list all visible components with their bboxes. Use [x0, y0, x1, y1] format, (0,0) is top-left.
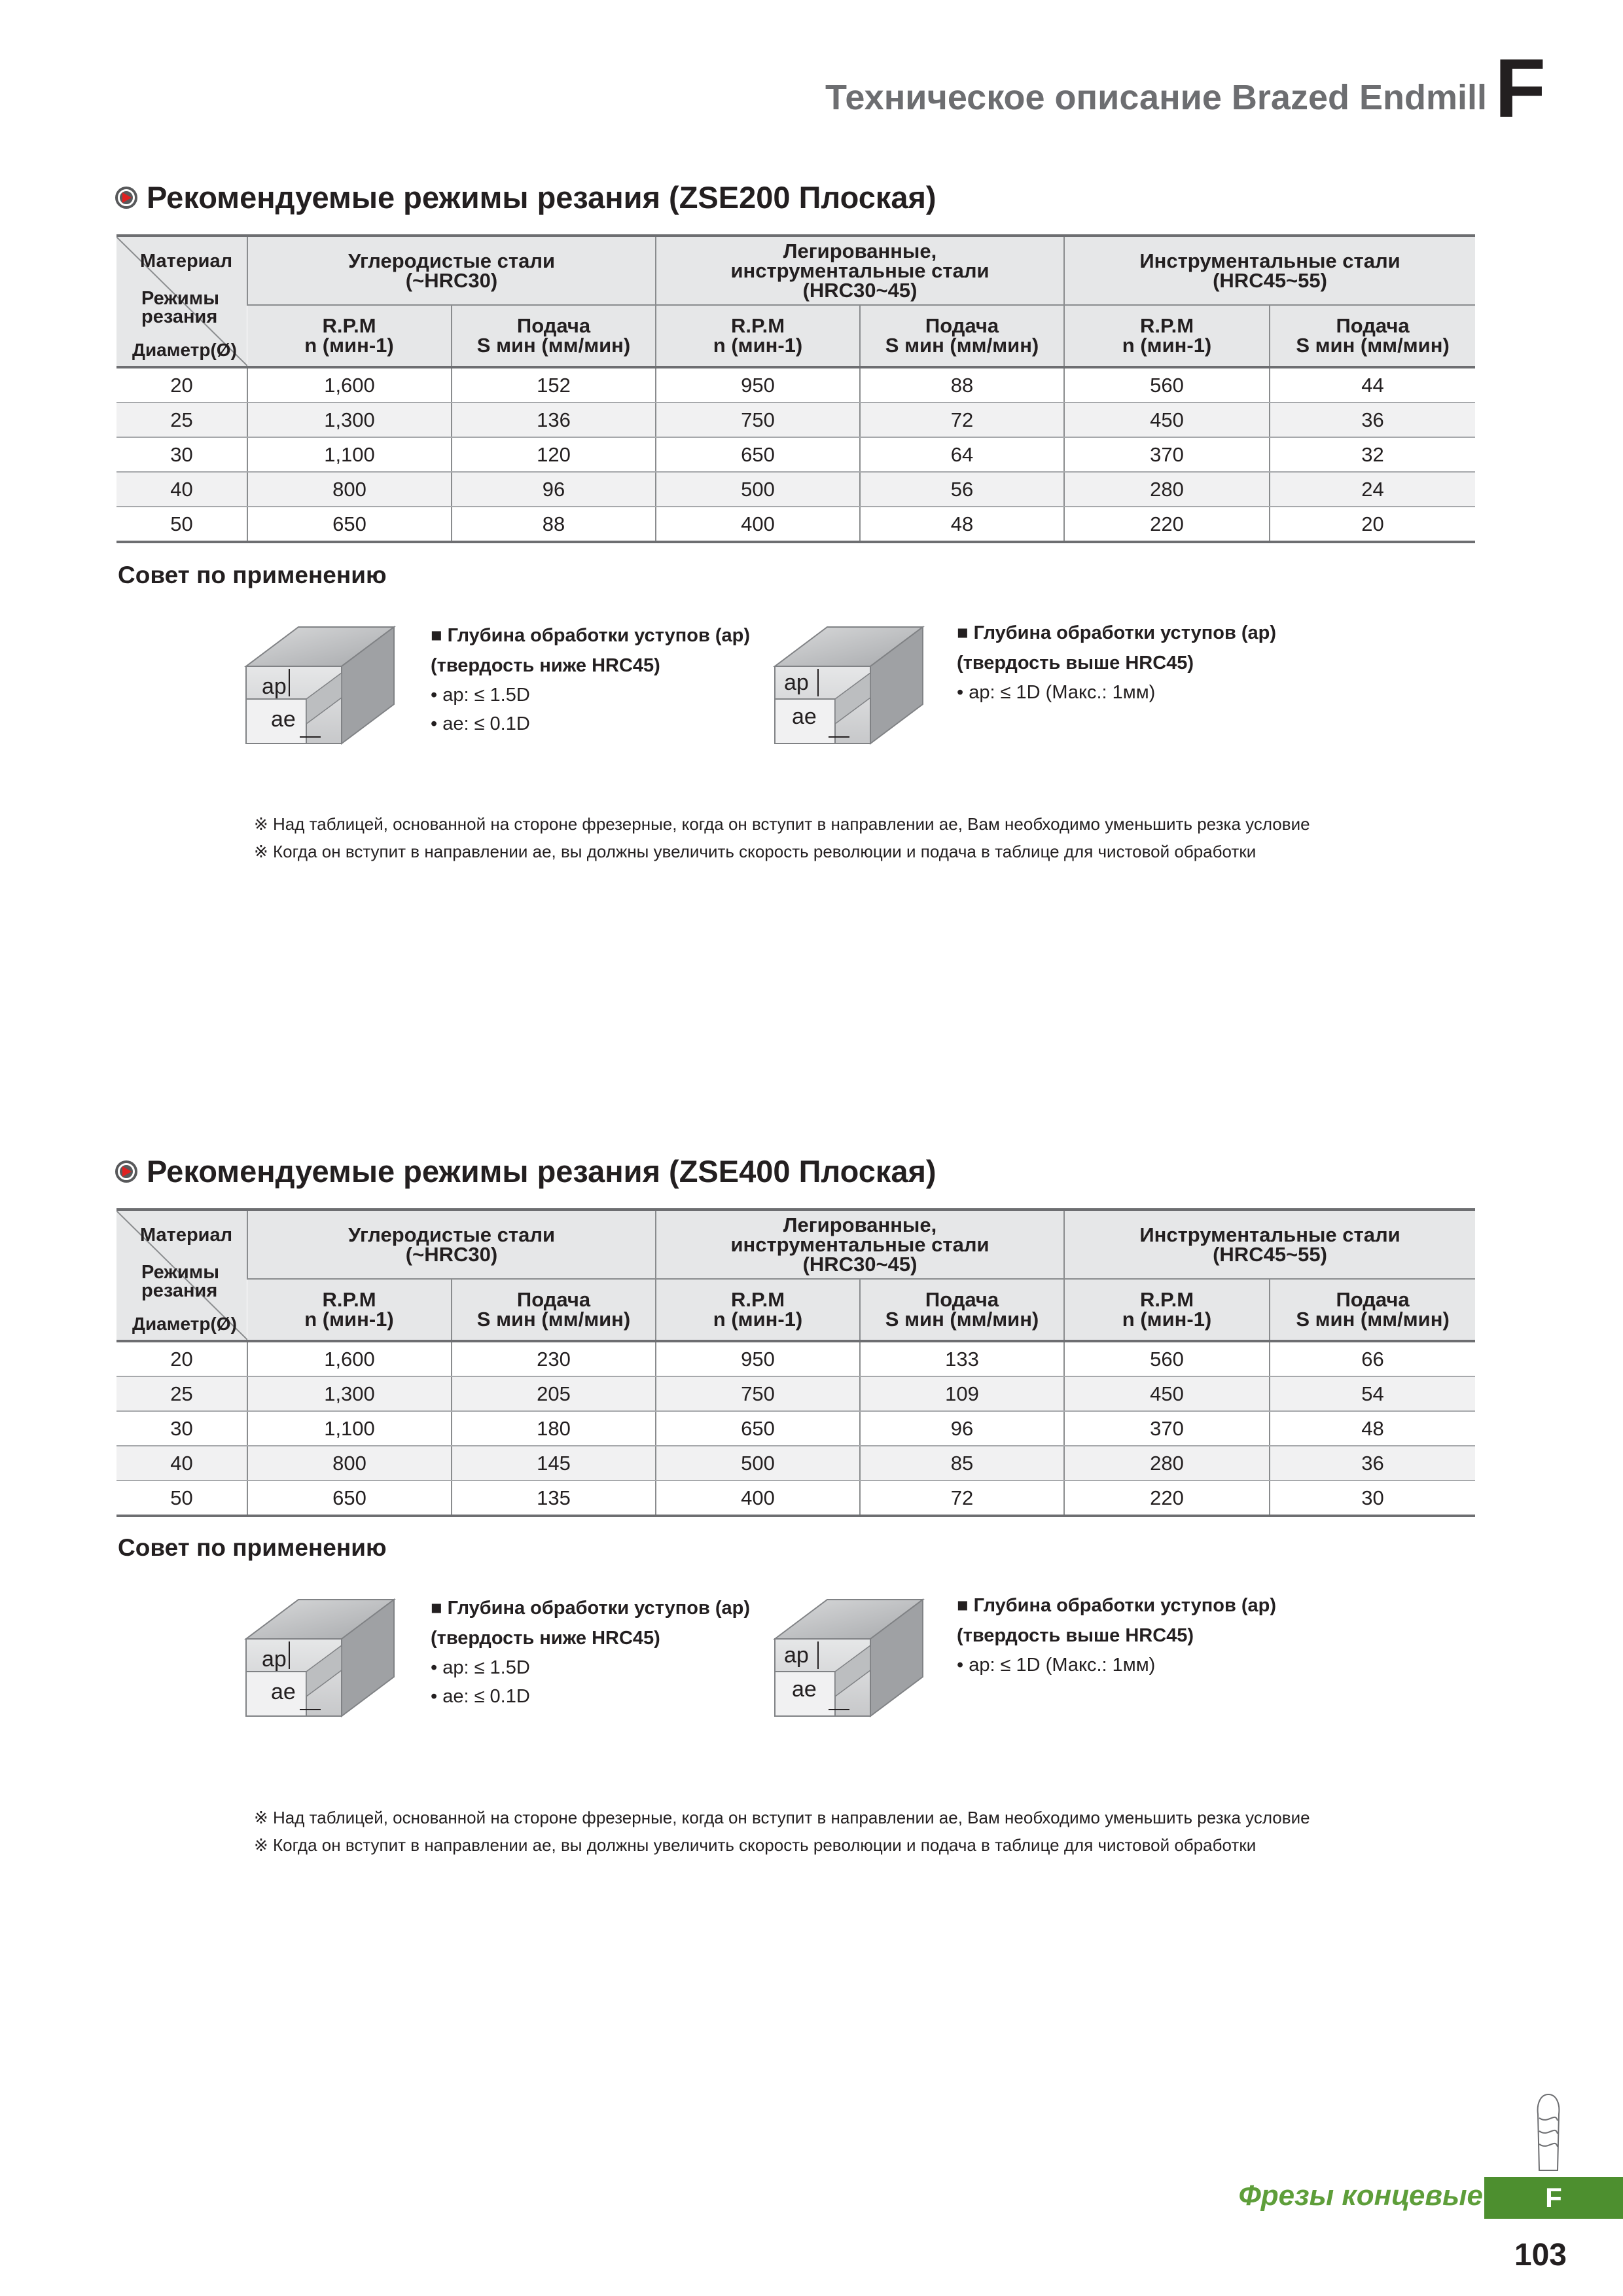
table-row: 25 1,300 136 750 72 450 36 [116, 403, 1475, 437]
table-corner-cell [116, 1210, 247, 1341]
note-line: ※ Над таблицей, основанной на стороне фрезерные, когда он вступит в направлении ae, Вам необходимо уменьшить резка условие [254, 814, 1310, 834]
section-title-text: Рекомендуемые режимы резания (ZSE200 Плоская) [147, 180, 936, 215]
corner-regime-label: Режимы резания [141, 288, 219, 327]
table-corner-cell [116, 236, 247, 367]
group-header-carbon: Углеродистые стали (~HRC30) [247, 236, 656, 305]
table-row: 40 800 96 500 56 280 24 [116, 472, 1475, 507]
ap-label: ap [784, 670, 809, 695]
rpm-header: R.P.M n (мин-1) [656, 1279, 860, 1341]
ap-label: ap [262, 674, 287, 699]
advice-title: Совет по применению [118, 1534, 387, 1561]
ae-label: ae [271, 1679, 296, 1704]
table-row: 40 800 145 500 85 280 36 [116, 1446, 1475, 1480]
table-row: 50 650 88 400 48 220 20 [116, 507, 1475, 542]
corner-diameter-label: Диаметр(Ø) [132, 1314, 237, 1334]
ae-label: ae [271, 707, 296, 732]
ap-label: ap [262, 1647, 287, 1672]
section-title-zse400 [115, 1153, 936, 1189]
section-title-zse200 [115, 179, 936, 215]
group-header-alloy: Легированные, инструментальные стали (HRC30~45) [656, 1210, 1064, 1279]
feed-header: Подача S мин (мм/мин) [452, 1279, 656, 1341]
tip-low-hardness: ■ Глубина обработки уступов (ap) (твердость ниже HRC45) • ap: ≤ 1.5D • ae: ≤ 0.1D [431, 625, 751, 734]
table-row: 20 1,600 152 950 88 560 44 [116, 367, 1475, 403]
page-number: 103 [1514, 2238, 1567, 2272]
group-header-tool: Инструментальные стали (HRC45~55) [1064, 236, 1475, 305]
page-header-title: Техническое описание Brazed Endmill [825, 78, 1487, 117]
table-row: 25 1,300 205 750 109 450 54 [116, 1376, 1475, 1411]
tip-low-hardness: ■ Глубина обработки уступов (ap) (твердость ниже HRC45) • ap: ≤ 1.5D • ae: ≤ 0.1D [431, 1598, 751, 1707]
feed-header: Подача S мин (мм/мин) [1270, 1279, 1475, 1341]
rpm-header: R.P.M n (мин-1) [1064, 1279, 1270, 1341]
table-row: 30 1,100 120 650 64 370 32 [116, 437, 1475, 472]
rpm-header: R.P.M n (мин-1) [247, 1279, 452, 1341]
ae-label: ae [792, 1677, 817, 1702]
arrow-circle-icon [115, 187, 137, 209]
advice-title: Совет по применению [118, 562, 387, 588]
table-row: 20 1,600 230 950 133 560 66 [116, 1341, 1475, 1376]
note-line: ※ Когда он вступит в направлении ae, вы должны увеличить скорость революции и подача в таблице для чистовой обработки [254, 1835, 1257, 1855]
arrow-circle-icon [115, 1160, 137, 1183]
group-header-carbon: Углеродистые стали (~HRC30) [247, 1210, 656, 1279]
group-header-alloy: Легированные, инструментальные стали (HRC30~45) [656, 236, 1064, 305]
group-header-tool: Инструментальные стали (HRC45~55) [1064, 1210, 1475, 1279]
cutting-table-zse400 [116, 1208, 1475, 1517]
note-line: ※ Когда он вступит в направлении ae, вы должны увеличить скорость революции и подача в таблице для чистовой обработки [254, 842, 1257, 861]
corner-material-label: Материал [140, 251, 233, 272]
feed-header: Подача S мин (мм/мин) [452, 305, 656, 367]
corner-regime-label: Режимы резания [141, 1262, 219, 1301]
ap-label: ap [784, 1643, 809, 1668]
cutting-table-zse200 [116, 234, 1475, 543]
tip-high-hardness: ■ Глубина обработки уступов (ap) (твердость выше HRC45) • ap: ≤ 1D (Макс.: 1мм) [957, 1595, 1277, 1676]
feed-header: Подача S мин (мм/мин) [1270, 305, 1475, 367]
section-title-text: Рекомендуемые режимы резания (ZSE400 Плоская) [147, 1154, 936, 1189]
feed-header: Подача S мин (мм/мин) [860, 1279, 1064, 1341]
table-row: 50 650 135 400 72 220 30 [116, 1480, 1475, 1516]
tip-high-hardness: ■ Глубина обработки уступов (ap) (твердость выше HRC45) • ap: ≤ 1D (Макс.: 1мм) [957, 622, 1277, 703]
corner-diameter-label: Диаметр(Ø) [132, 340, 237, 360]
ae-label: ae [792, 704, 817, 729]
endmill-icon [1529, 2092, 1568, 2177]
note-line: ※ Над таблицей, основанной на стороне фрезерные, когда он вступит в направлении ae, Вам необходимо уменьшить резка условие [254, 1808, 1310, 1827]
rpm-header: R.P.M n (мин-1) [1064, 305, 1270, 367]
rpm-header: R.P.M n (мин-1) [656, 305, 860, 367]
table-row: 30 1,100 180 650 96 370 48 [116, 1411, 1475, 1446]
rpm-header: R.P.M n (мин-1) [247, 305, 452, 367]
footer-category-label: Фрезы концевые [1238, 2179, 1483, 2212]
corner-material-label: Материал [140, 1225, 233, 1246]
footer-section-tab: F [1484, 2177, 1623, 2219]
section-letter: F [1494, 42, 1546, 135]
feed-header: Подача S мин (мм/мин) [860, 305, 1064, 367]
